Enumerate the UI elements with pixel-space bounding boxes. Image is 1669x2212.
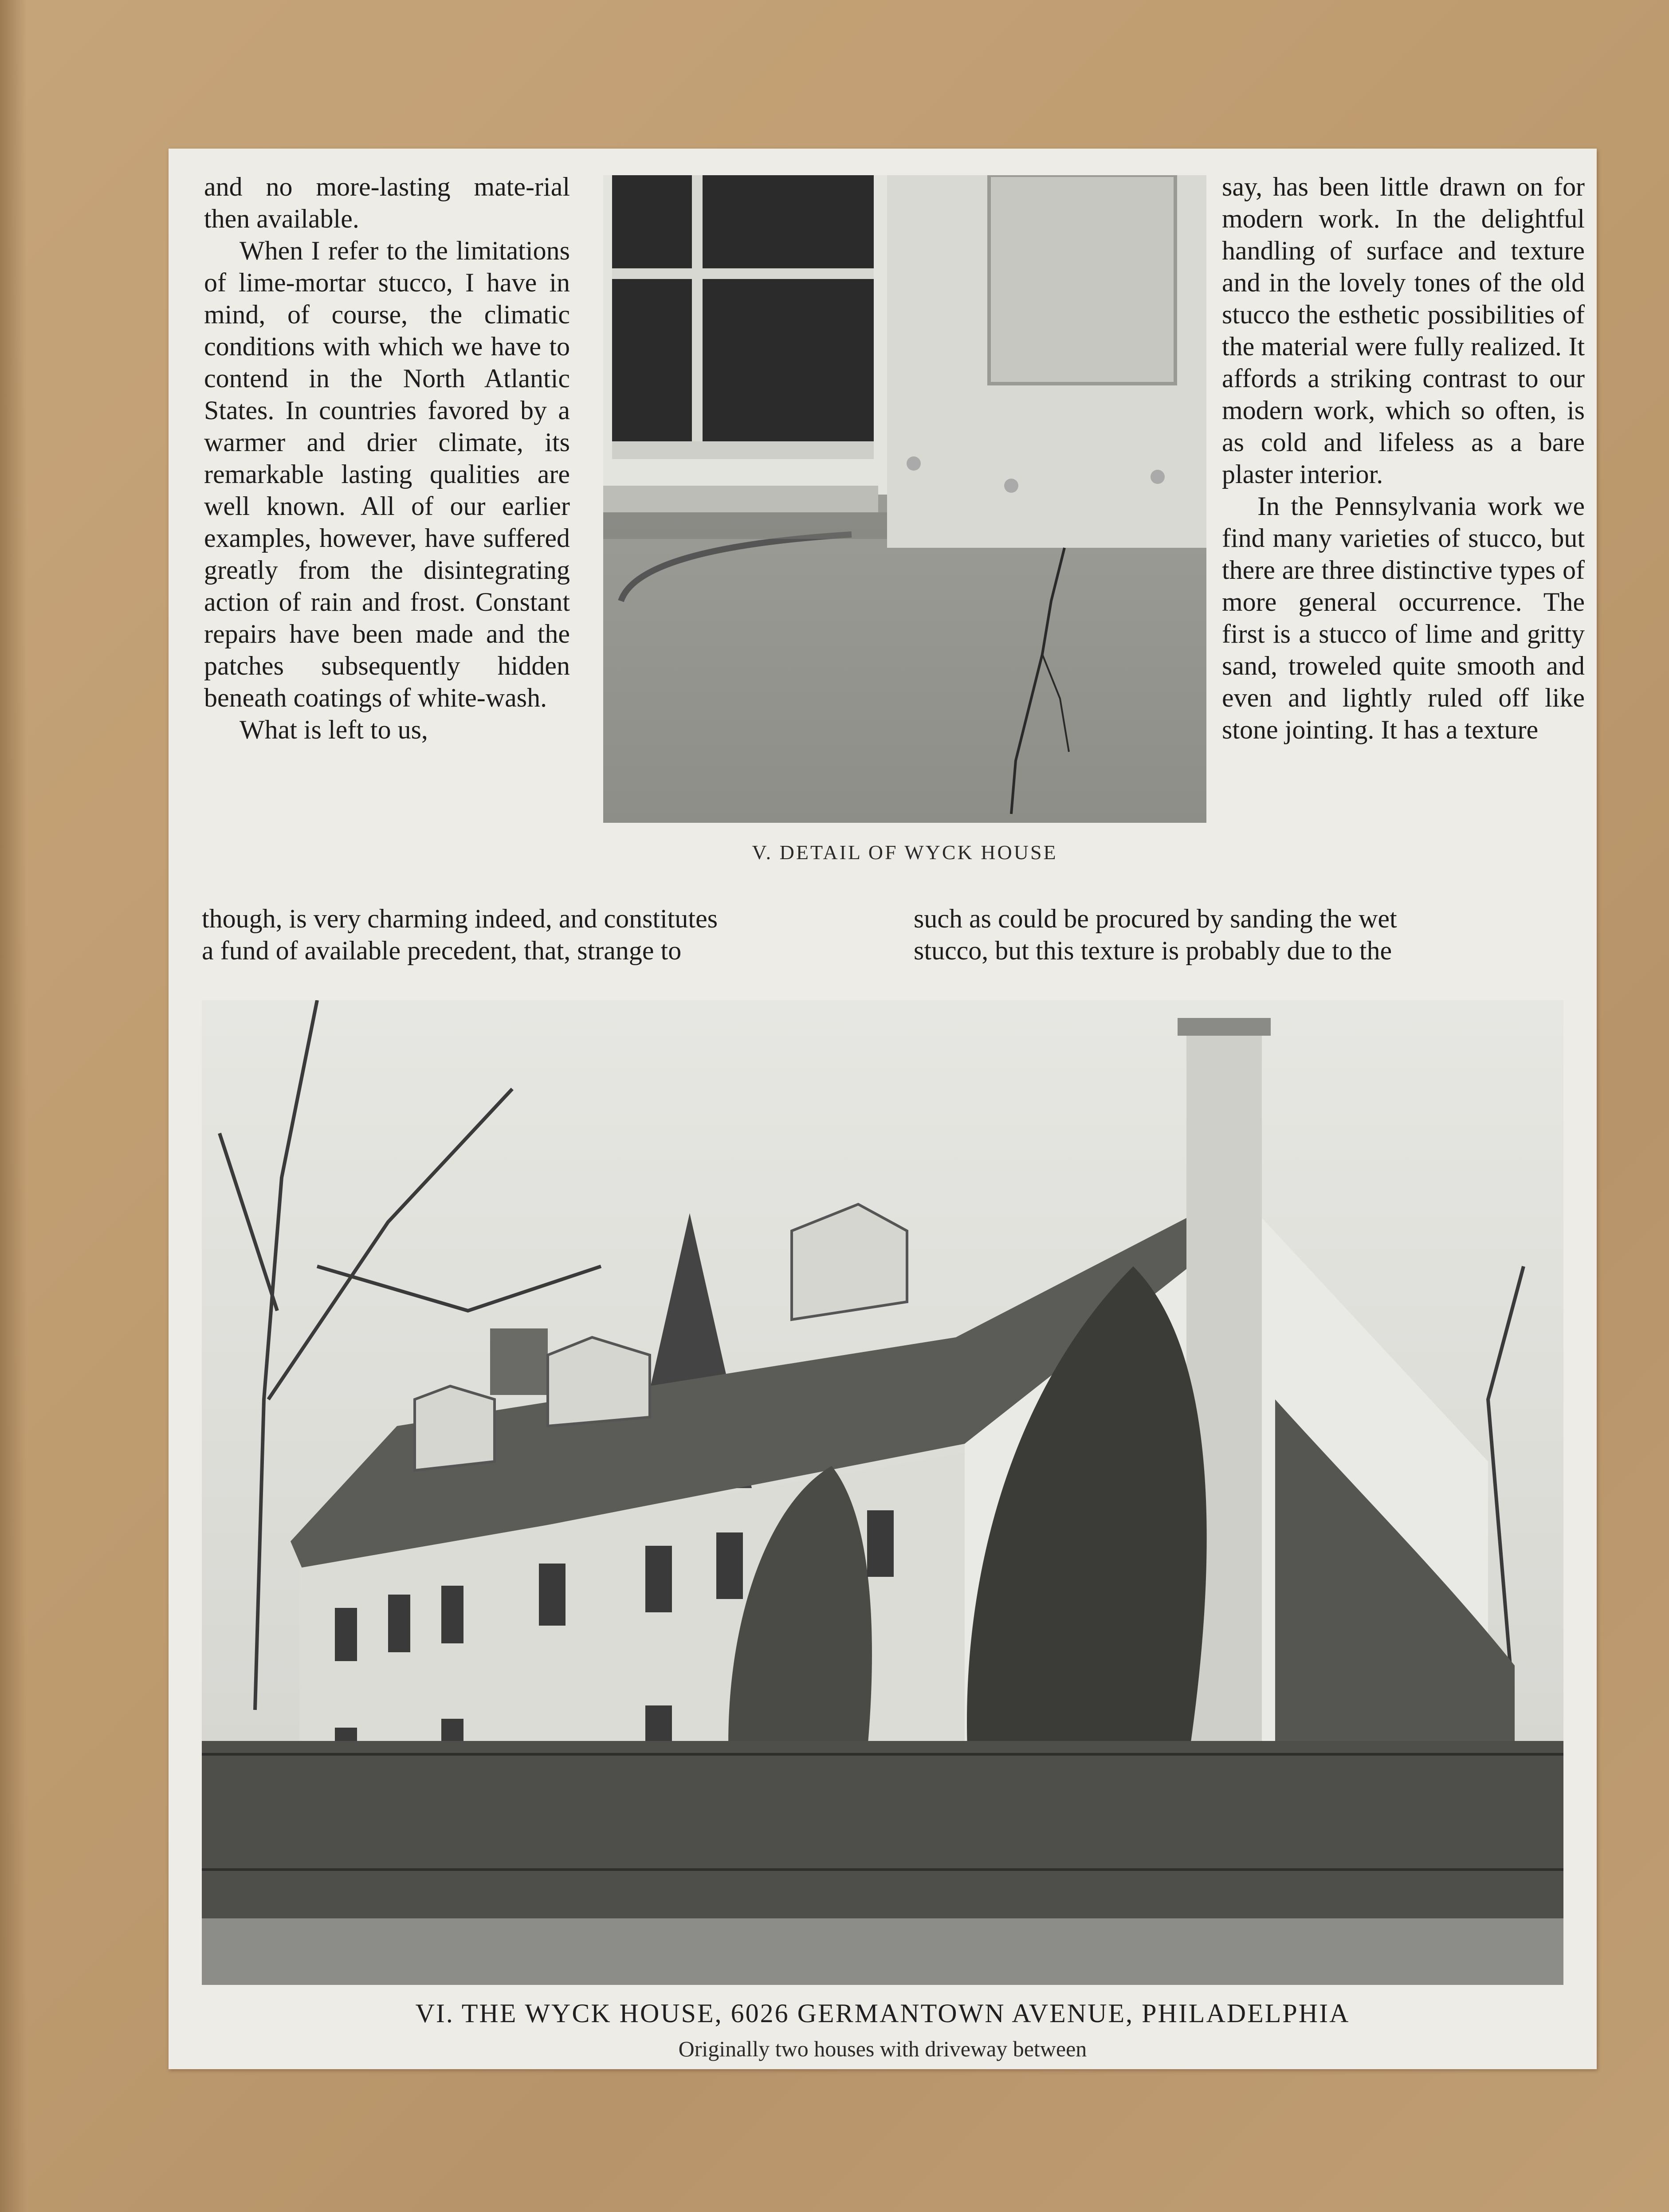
left-paragraph-3: What is left to us, bbox=[240, 715, 428, 744]
bottom-left-line: a fund of available precedent, that, strange to bbox=[202, 936, 682, 965]
bottom-left-line: though, is very charming indeed, and constitutes bbox=[202, 904, 718, 933]
right-text-column bbox=[1222, 171, 1585, 746]
bottom-right-line: such as could be procured by sanding the wet bbox=[914, 904, 1397, 933]
bottom-left-text bbox=[202, 903, 876, 967]
figure-vi-subcaption: Originally two houses with driveway between bbox=[678, 2036, 1087, 2061]
left-text-column bbox=[204, 171, 570, 746]
detail-photograph bbox=[603, 175, 1206, 823]
left-paragraph-1: and no more-lasting mate-rial then available. bbox=[204, 172, 570, 233]
picket-fence bbox=[202, 1741, 1563, 1918]
sidewalk bbox=[202, 1918, 1563, 1985]
window-shutter-photo bbox=[603, 175, 1206, 823]
right-paragraph-2: In the Pennsylvania work we find many varieties of stucco, but there are three distinctive types of more general occurrence. The first is a stucco of lime and gritty sand, troweled quite smooth and even and lightly ruled off like stone jointing. It has a texture bbox=[1222, 491, 1585, 744]
house-photograph bbox=[202, 1000, 1563, 1985]
figure-vi-caption: VI. THE WYCK HOUSE, 6026 GERMANTOWN AVENUE, PHILADELPHIA bbox=[415, 1999, 1350, 2028]
board-edge-shadow bbox=[0, 0, 27, 2212]
magazine-page bbox=[169, 149, 1597, 2069]
bottom-right-line: stucco, but this texture is probably due to the bbox=[914, 936, 1392, 965]
figure-v-caption: V. DETAIL OF WYCK HOUSE bbox=[752, 841, 1058, 864]
bottom-right-text bbox=[914, 903, 1586, 967]
left-paragraph-2: When I refer to the limitations of lime-mortar stucco, I have in mind, of course, the climatic conditions with which we have to contend in the North Atlantic States. In countries favored by a warmer and drier climate, its remarkable lasting qualities are well known. All of our earlier examples, however, have suffered greatly from the disintegrating action of rain and frost. Constant repairs have been made and the patches subsequently hidden beneath coatings of white-wash. bbox=[204, 236, 570, 712]
wyck-house-photo bbox=[202, 1000, 1563, 1985]
right-paragraph-1: say, has been little drawn on for modern work. In the delightful handling of surface and texture and in the lovely tones of the old stucco the esthetic possibilities of the material were fully realized. It affords a striking contrast to our modern work, which so often, is as cold and lifeless as a bare plaster interior. bbox=[1222, 172, 1585, 489]
